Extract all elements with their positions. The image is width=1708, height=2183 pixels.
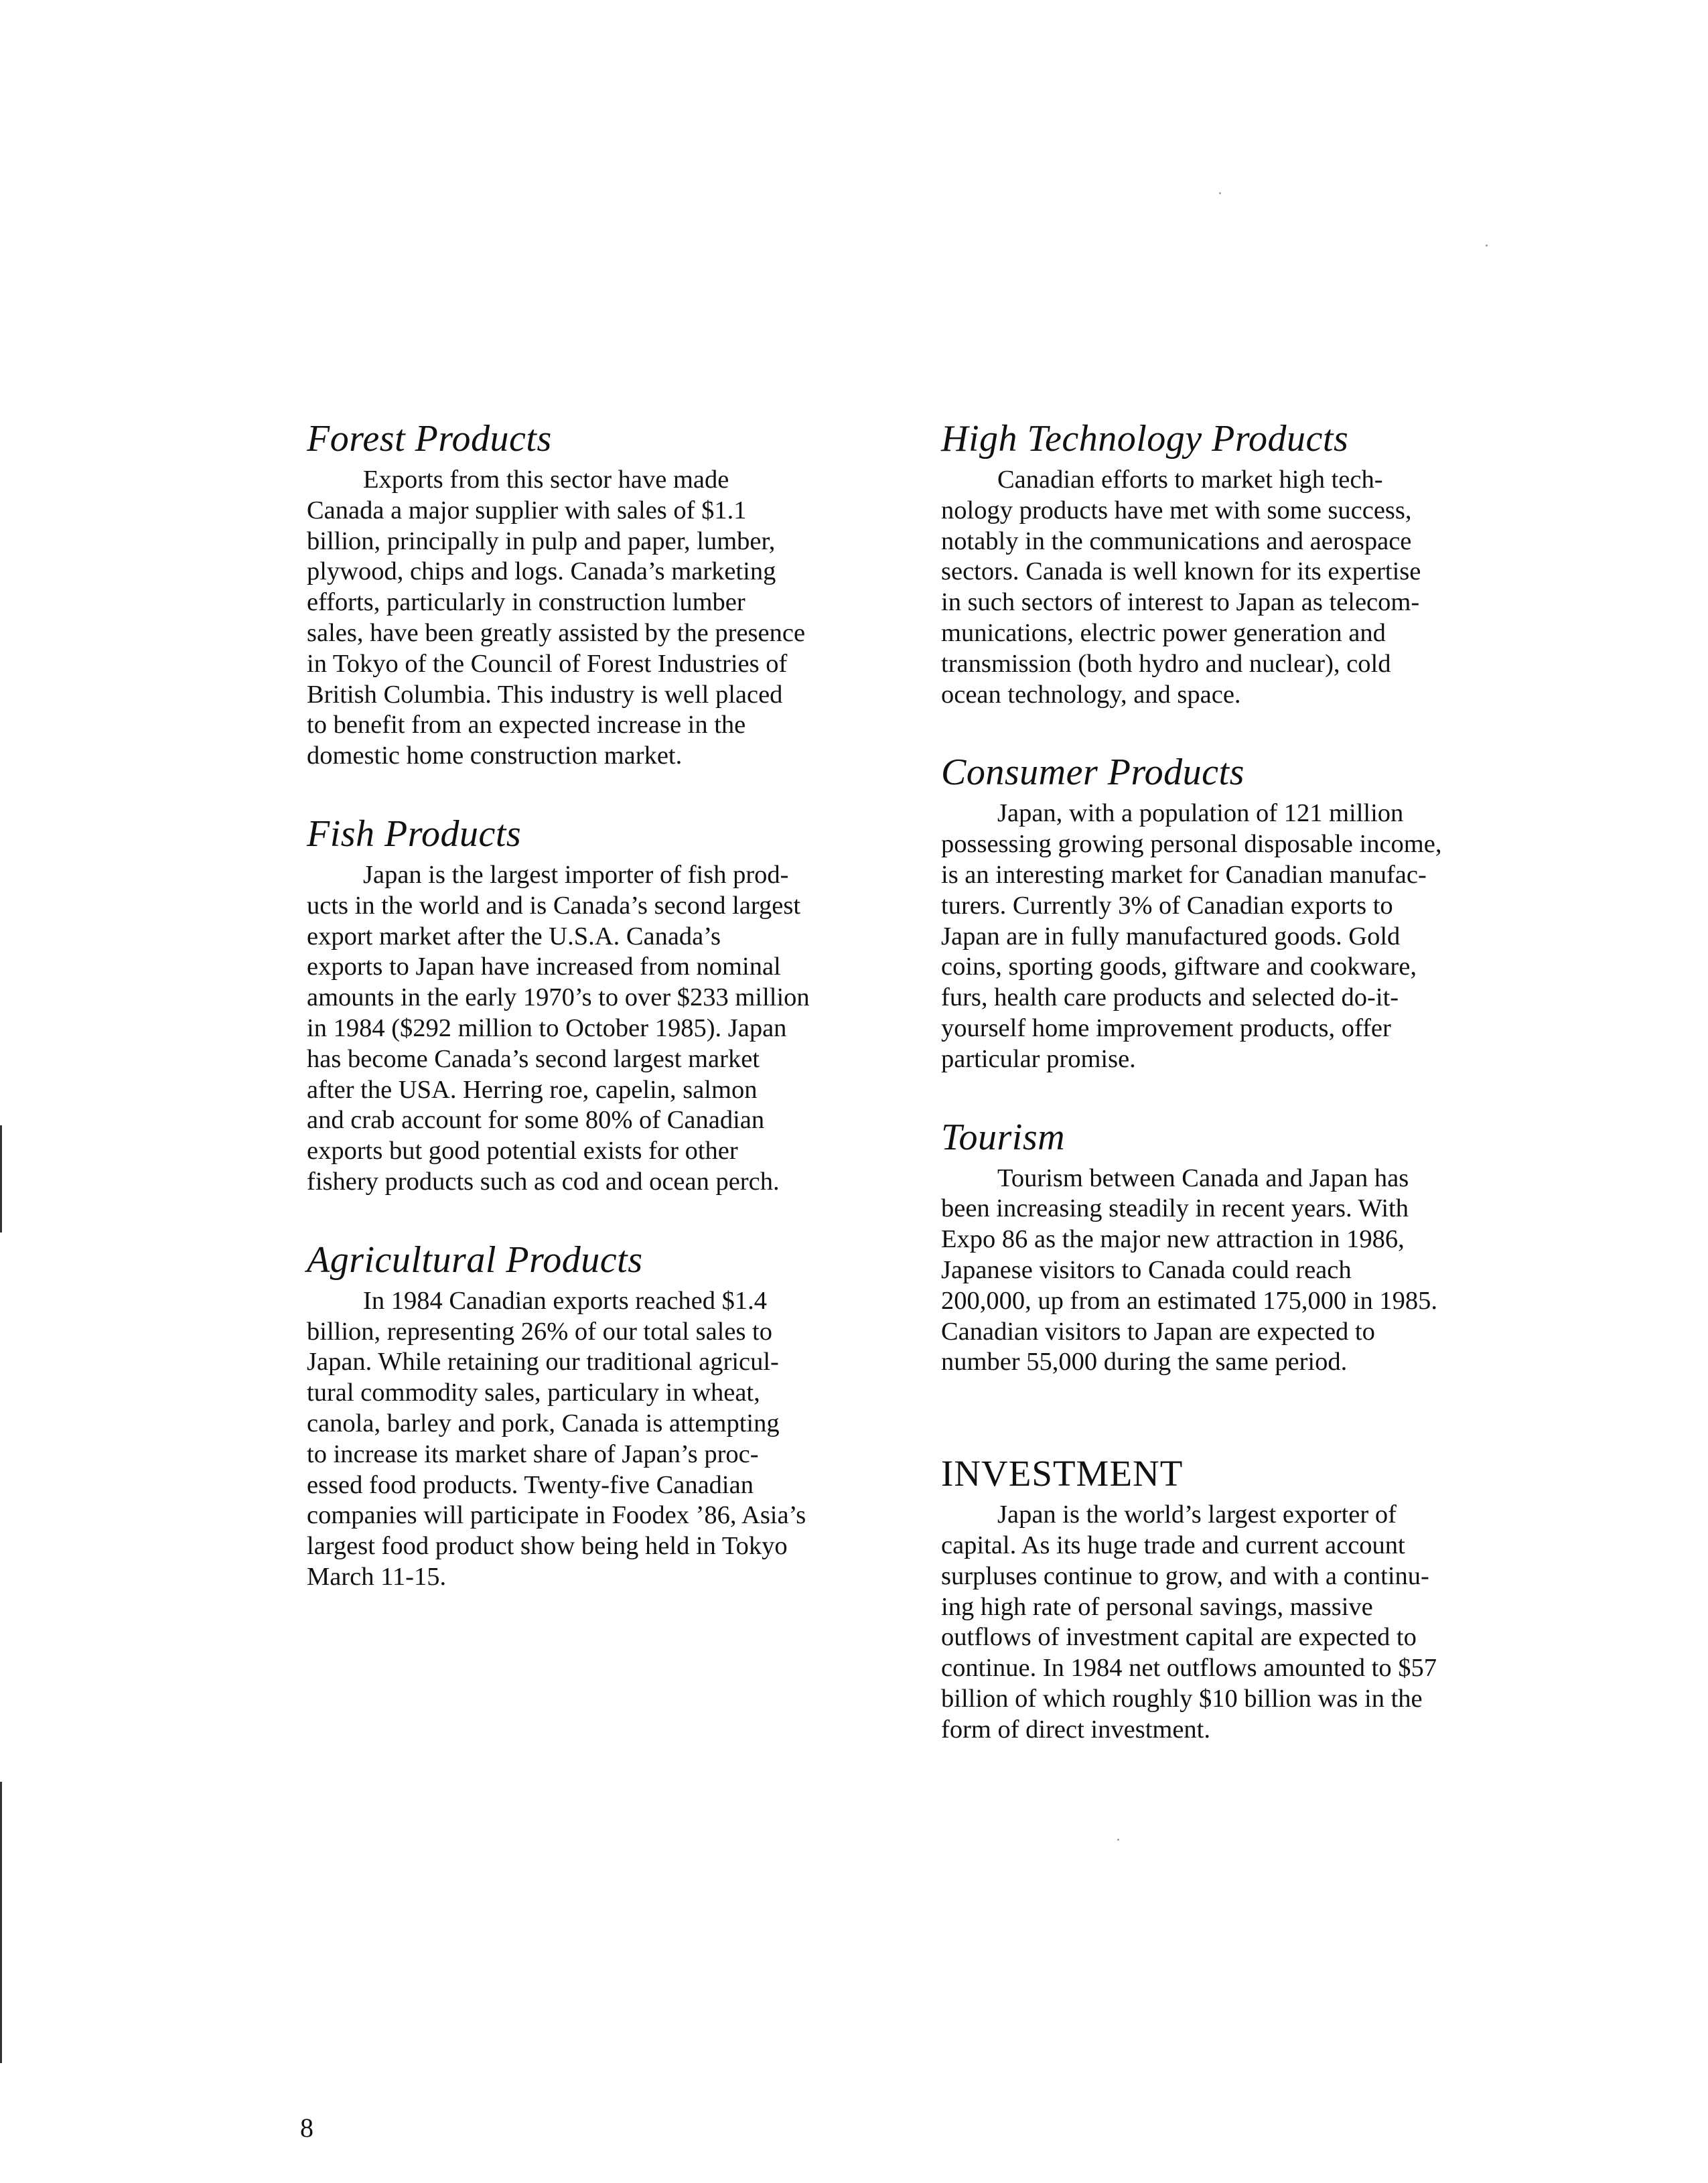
section-body: Exports from this sector have made Canada a major supplier with sales of $1.1 billion, principally in pulp and paper, lumber, plywood, chips and logs. Canada’s marketing efforts, particularly in construction lumber sales, have been greatly assisted by the presence in Tokyo of the Council of Forest Industries of British Columbia. This industry is well placed to benefit from an expected increase in the domestic home construction market. <box>307 466 806 770</box>
scan-edge-mark <box>0 1125 2 1233</box>
high-technology-products-section <box>941 415 1524 710</box>
section-body: Japan, with a population of 121 million possessing growing personal disposable income, is an interesting market for Canadian manufac- turers. Currently 3% of Canadian exports to Japan are in fully manufactured goods. Gold coins, sporting goods, giftware and cookware, furs, health care products and selected do-it- yourself home improvement products, offer particular promise. <box>941 799 1442 1073</box>
scan-speck <box>1219 192 1221 194</box>
left-column <box>307 415 889 1593</box>
section-heading: Tourism <box>941 1116 1066 1158</box>
section-heading: INVESTMENT <box>941 1453 1184 1494</box>
scan-speck <box>1486 244 1488 247</box>
section-heading: Consumer Products <box>941 752 1244 794</box>
section-body: Japan is the world’s largest exporter of capital. As its huge trade and current account surpluses continue to grow, and with a continu- ing high rate of personal savings, massive outflows of investment capital are expected to continue. In 1984 net outflows amounted to $57 billion of which roughly $10 billion was in the form of direct investment. <box>941 1500 1437 1744</box>
section-heading: Forest Products <box>307 418 552 460</box>
section-body: Tourism between Canada and Japan has been increasing steadily in recent years. With Expo 86 as the major new attraction in 1986, Japanese visitors to Canada could reach 200,000, up from an estimated 175,000 in 1985. Canadian visitors to Japan are expected to number 55,000 during the same period. <box>941 1164 1438 1377</box>
section-body: Canadian efforts to market high tech- nology products have met with some success, notably in the communications and aerospace sectors. Canada is well known for its expertise in such sectors of interest to Japan as telecom- munications, electric power generation and transmission (both hydro and nuclear), cold ocean technology, and space. <box>941 466 1421 709</box>
agricultural-products-section <box>307 1237 889 1593</box>
scan-speck <box>1117 1839 1119 1841</box>
section-heading: Agricultural Products <box>307 1239 643 1281</box>
right-column <box>941 415 1524 1746</box>
consumer-products-section <box>941 749 1524 1074</box>
fish-products-section <box>307 811 889 1198</box>
forest-products-section <box>307 415 889 772</box>
tourism-section <box>941 1114 1524 1379</box>
section-heading: High Technology Products <box>941 418 1349 460</box>
scan-edge-mark <box>0 1782 2 2063</box>
section-body: In 1984 Canadian exports reached $1.4 billion, representing 26% of our total sales to Japan. While retaining our traditional agricul- tural commodity sales, particulary in wheat, canola, barley and pork, Canada is attempting to increase its market share of Japan’s proc- essed food products. Twenty-five Canadian companies will participate in Foodex ’86, Asia’s largest food product show being held in Tokyo March 11-15. <box>307 1286 806 1591</box>
investment-section <box>941 1450 1524 1745</box>
section-body: Japan is the largest importer of fish prod- ucts in the world and is Canada’s second largest export market after the U.S.A. Canada’s exports to Japan have increased from nominal amounts in the early 1970’s to over $233 million in 1984 ($292 million to October 1985). Japan has become Canada’s second largest market after the USA. Herring roe, capelin, salmon and crab account for some 80% of Canadian exports but good potential exists for other fishery products such as cod and ocean perch. <box>307 860 810 1196</box>
page-number: 8 <box>300 2113 313 2143</box>
section-heading: Fish Products <box>307 813 522 855</box>
